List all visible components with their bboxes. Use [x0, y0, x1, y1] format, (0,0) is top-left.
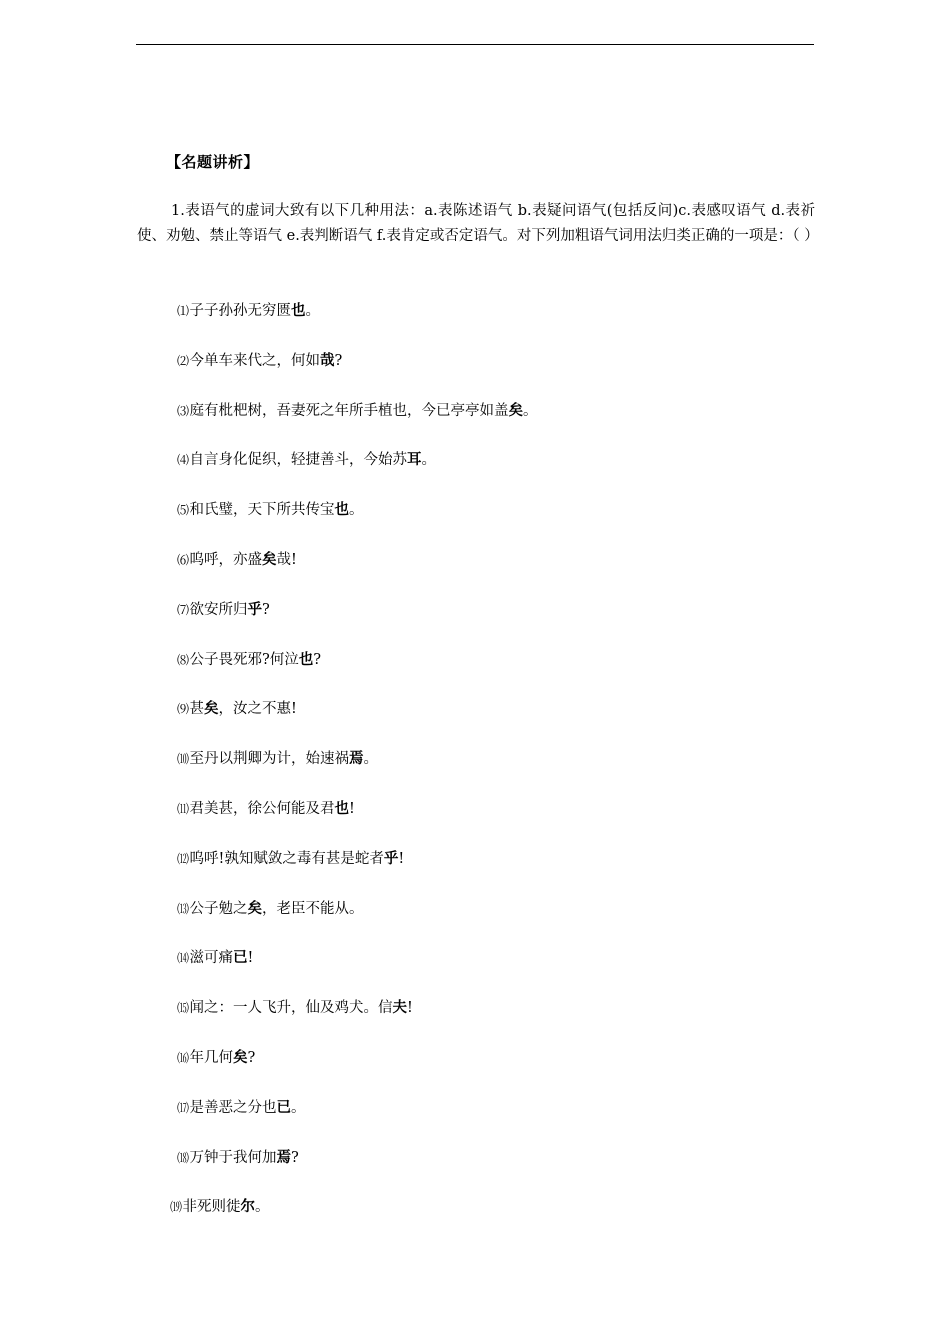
sentence-ending: ?	[334, 353, 343, 369]
item-number: ⑾	[177, 802, 189, 816]
bold-particle: 焉	[349, 750, 364, 767]
sentence-ending: 。	[305, 303, 321, 319]
sentence-item	[177, 550, 297, 570]
bold-particle: 乎	[247, 601, 263, 618]
sentence-ending: ?	[262, 602, 270, 618]
sentence-text: 自言身化促织，轻捷善斗，今始苏	[189, 452, 408, 468]
sentence-text: 年几何	[189, 1050, 234, 1066]
sentence-text: 今单车来代之，何如	[189, 353, 321, 369]
sentence-item	[177, 650, 321, 670]
bold-particle: 也	[334, 501, 350, 518]
item-number: ⑺	[177, 603, 189, 617]
sentence-text: 呜呼!孰知赋敛之毒有甚是蛇者	[189, 851, 384, 867]
item-number: ⑻	[177, 653, 189, 667]
question-intro: 1.表语气的虚词大致有以下几种用法：a.表陈述语气 b.表疑问语气(包括反问)c.表感叹语气 d.表祈使、劝勉、禁止等语气 e.表判断语气 f.表肯定或否定语气。对下列加粗语气词用法归类正确的一项是：（ ）	[137, 203, 819, 244]
bold-particle: 乎	[383, 850, 399, 867]
sentence-text: 非死则徙	[182, 1199, 241, 1215]
sentence-item	[177, 849, 404, 869]
item-number: ⑽	[177, 752, 189, 766]
sentence-text: 闻之：一人飞升，仙及鸡犬。信	[189, 1000, 393, 1016]
sentence-text: 庭有枇杷树，吾妻死之年所手植也，今已亭亭如盖	[189, 403, 509, 419]
sentence-ending: !	[398, 851, 405, 867]
sentence-ending: 。	[421, 452, 437, 468]
item-number: ⑼	[177, 702, 189, 716]
sentence-text: 欲安所归	[189, 602, 248, 618]
sentence-ending: 。	[363, 751, 379, 767]
bold-particle: 矣	[233, 1049, 248, 1066]
sentence-ending: ?	[291, 1150, 299, 1166]
sentence-item	[177, 1098, 306, 1118]
sentence-item	[177, 998, 413, 1018]
sentence-text: 万钟于我何加	[189, 1150, 277, 1166]
bold-particle: 也	[291, 302, 306, 319]
item-number: ⑿	[177, 852, 189, 866]
sentence-ending: !	[349, 801, 355, 817]
sentence-text: 公子畏死邪?何泣	[189, 652, 299, 668]
item-number: ⑷	[177, 453, 189, 467]
item-number: ⑵	[177, 354, 189, 368]
sentence-text: 至丹以荆卿为计，始速祸	[189, 751, 350, 767]
sentence-item	[177, 1148, 299, 1168]
bold-particle: 耳	[407, 451, 422, 468]
sentence-ending: ?	[247, 1050, 256, 1066]
sentence-text: 甚	[189, 701, 205, 717]
sentence-item	[177, 699, 297, 719]
sentence-ending: 。	[349, 502, 364, 518]
sentence-item	[177, 450, 436, 470]
sentence-item	[177, 948, 253, 968]
bold-particle: 矣	[508, 402, 524, 419]
sentence-text: 滋可痛	[189, 950, 234, 966]
bold-particle: 矣	[247, 900, 263, 917]
sentence-item	[177, 899, 364, 919]
bold-particle: 夫	[392, 999, 408, 1016]
sentence-ending: !	[407, 1000, 413, 1016]
sentence-item	[177, 500, 364, 520]
item-number: ⒂	[177, 1001, 189, 1015]
sentence-text: 和氏璧，天下所共传宝	[189, 502, 335, 518]
sentence-text: 呜呼，亦盛	[189, 552, 263, 568]
sentence-ending: ，汝之不惠!	[218, 701, 297, 717]
item-number: ⑴	[177, 304, 189, 318]
item-number: ⒀	[177, 902, 189, 916]
sentence-item	[177, 799, 355, 819]
section-title: 【名题讲析】	[166, 153, 260, 171]
sentence-ending: 。	[255, 1199, 270, 1215]
item-number: ⒃	[177, 1051, 189, 1065]
sentence-item	[177, 301, 320, 321]
bold-particle: 也	[334, 800, 350, 817]
item-number: ⑸	[177, 503, 189, 517]
item-number: ⒄	[177, 1101, 189, 1115]
header-rule	[136, 44, 814, 45]
sentence-item	[177, 749, 378, 769]
sentence-text: 子子孙孙无穷匮	[189, 303, 292, 319]
item-number: ⑹	[177, 553, 189, 567]
sentence-item	[177, 401, 538, 421]
item-number: ⒆	[170, 1200, 182, 1214]
item-number: ⑶	[177, 404, 189, 418]
sentence-text: 君美甚，徐公何能及君	[189, 801, 335, 817]
sentence-text: 公子勉之	[189, 901, 248, 917]
sentence-item	[177, 600, 270, 620]
sentence-ending: ，老臣不能从。	[262, 901, 364, 917]
sentence-ending: 。	[291, 1100, 306, 1116]
bold-particle: 已	[233, 949, 248, 966]
sentence-item	[170, 1197, 270, 1217]
sentence-ending: !	[247, 950, 254, 966]
bold-particle: 矣	[262, 551, 277, 568]
bold-particle: 焉	[276, 1149, 292, 1166]
bold-particle: 尔	[240, 1198, 256, 1215]
sentence-item	[177, 351, 342, 371]
bold-particle: 也	[298, 651, 314, 668]
bold-particle: 哉	[320, 352, 335, 369]
sentence-ending: 哉!	[276, 552, 297, 568]
sentence-ending: 。	[523, 403, 538, 419]
bold-particle: 矣	[204, 700, 219, 717]
sentence-ending: ?	[313, 652, 322, 668]
item-number: ⒁	[177, 951, 189, 965]
bold-particle: 已	[276, 1099, 292, 1116]
item-number: ⒅	[177, 1151, 189, 1165]
sentence-item	[177, 1048, 255, 1068]
sentence-text: 是善恶之分也	[189, 1100, 277, 1116]
